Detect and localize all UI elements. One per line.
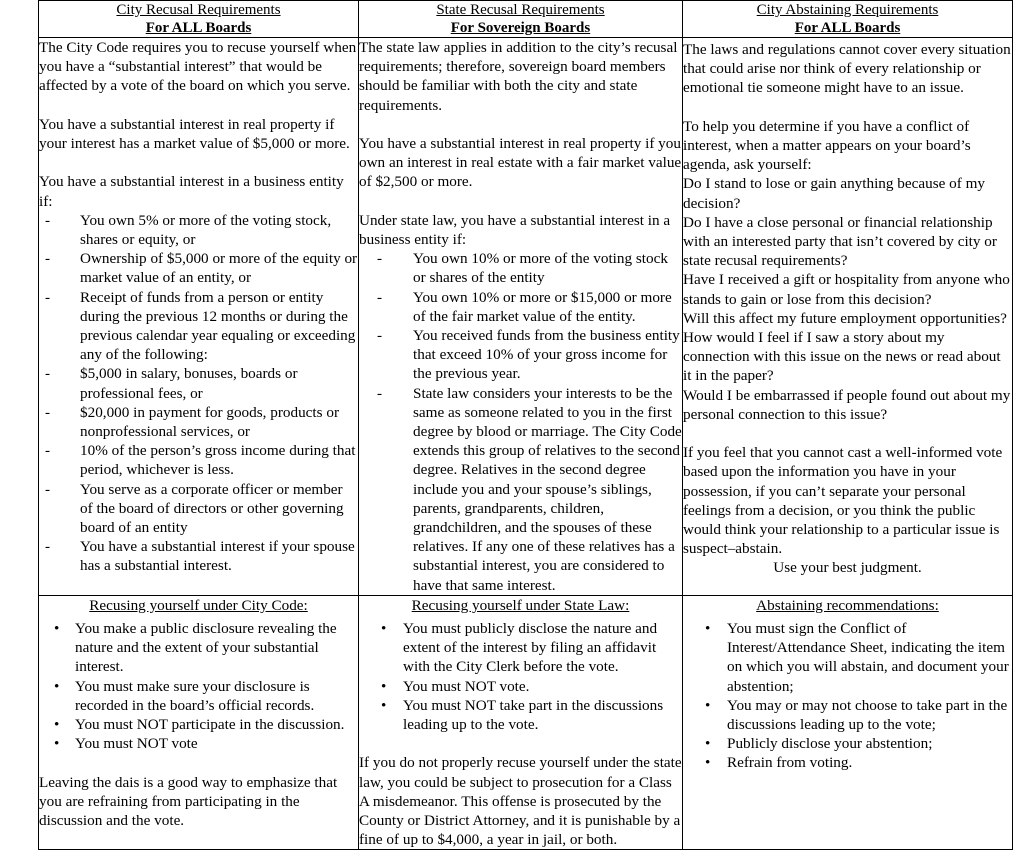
list-item: - State law considers your interests to be the same as someone related to you in the first degree by blood or marriage. The City Code extends this group of relatives to the second degree. Relatives in the second degree include you and your spouse’s siblings, parents, grandparents, children, grandchildren, and the spouses of these relatives. If any one of these relatives has a substantial interest, you are considered to have that same interest.	[359, 384, 682, 595]
self-assessment-questions	[683, 174, 1012, 424]
dash-list-city-substantial-interest	[39, 211, 358, 576]
list-item: - You have a substantial interest if your spouse has a substantial interest.	[39, 537, 358, 575]
question-item: Do I stand to lose or gain anything because of my decision?	[683, 175, 985, 212]
table-row-requirements	[39, 38, 1013, 596]
header-title-line1: State Recusal Requirements	[436, 2, 605, 18]
header-title-line1: City Recusal Requirements	[116, 2, 281, 18]
subheading-abstaining-recommendations: Abstaining recommendations:	[756, 596, 939, 614]
list-item: - You received funds from the business entity that exceed 10% of your gross income for the previous year.	[359, 326, 682, 384]
cell-recusing-under-state-law	[359, 595, 683, 850]
list-item: • Refrain from voting.	[683, 753, 1012, 772]
cell-city-recusal-requirements	[39, 38, 359, 596]
header-cell-state-recusal	[359, 1, 683, 38]
dash-list-state-substantial-interest	[359, 249, 682, 595]
closing-statement: Use your best judgment.	[773, 559, 922, 577]
list-item: • You must NOT vote	[39, 734, 358, 753]
header-title-line2: For ALL Boards	[794, 20, 901, 36]
paragraph: To help you determine if you have a conflict of interest, when a matter appears on your board’s agenda, ask yourself:	[683, 117, 971, 174]
list-item: - 10% of the person’s gross income during that period, whichever is less.	[39, 441, 358, 479]
paragraph: The state law applies in addition to the city’s recusal requirements; therefore, sovereign board members should be familiar with both the city and state requirements.	[359, 39, 678, 114]
list-item: • Publicly disclose your abstention;	[683, 734, 1012, 753]
header-cell-city-recusal	[39, 1, 359, 38]
paragraph: The laws and regulations cannot cover every situation that could arise nor think of every relationship or emotional tie someone might have to an issue.	[683, 41, 1011, 97]
question-item: Would I be embarrassed if people found out about my personal connection to this issue?	[683, 386, 1011, 423]
list-item: - You serve as a corporate officer or member of the board of directors or other governing board of an entity	[39, 480, 358, 538]
header-title-line2: For ALL Boards	[145, 20, 252, 36]
paragraph: The City Code requires you to recuse yourself when you have a “substantial interest” that would be affected by a vote of the board on which you serve.	[39, 39, 357, 95]
paragraph: If you do not properly recuse yourself under the state law, you could be subject to prosecution for a Class A misdemeanor. This offense is prosecuted by the County or District Attorney, and it is punishable by a fine of up to $4,000, a year in jail, or both.	[359, 754, 682, 849]
list-item: • You must NOT vote.	[359, 677, 682, 696]
requirements-comparison-table	[38, 0, 1013, 850]
paragraph: Under state law, you have a substantial interest in a business entity if:	[359, 211, 671, 248]
paragraph: You have a substantial interest in real property if you own an interest in real estate with a fair market value of $2,500 or more.	[359, 135, 682, 191]
list-item: - You own 10% or more of the voting stock or shares of the entity	[359, 249, 682, 287]
list-item: • You must NOT take part in the discussions leading up to the vote.	[359, 696, 682, 734]
list-item: • You make a public disclosure revealing the nature and the extent of your substantial interest.	[39, 619, 358, 677]
list-item: • You must publicly disclose the nature and extent of the interest by filing an affidavit with the City Clerk before the vote.	[359, 619, 682, 677]
list-item: • You must sign the Conflict of Interest/Attendance Sheet, indicating the item on which you will abstain, and document your abstention;	[683, 619, 1012, 696]
list-item: • You must NOT participate in the discussion.	[39, 715, 358, 734]
subheading-recusing-city-code: Recusing yourself under City Code:	[89, 596, 308, 614]
question-item: Do I have a close personal or financial relationship with an interested party that isn’t covered by city or state recusal requirements?	[683, 213, 997, 270]
paragraph: If you feel that you cannot cast a well-informed vote based upon the information you have in your possession, if you can’t separate your personal feelings from a decision, or you think the public would think your relationship to a particular issue is suspect–abstain.	[683, 444, 1003, 558]
list-item: - Ownership of $5,000 or more of the equity or market value of an entity, or	[39, 249, 358, 287]
list-item: • You may or may not choose to take part in the discussions leading up to the vote;	[683, 696, 1012, 734]
bullet-list-abstaining-steps	[683, 619, 1012, 773]
subheading-recusing-state-law: Recusing yourself under State Law:	[411, 596, 630, 614]
question-item: How would I feel if I saw a story about my connection with this issue on the news or read about it in the paper?	[683, 329, 1001, 385]
header-title-line1: City Abstaining Requirements	[756, 2, 939, 18]
table-row-procedures	[39, 595, 1013, 850]
header-title-line2: For Sovereign Boards	[450, 20, 591, 36]
list-item: - You own 5% or more of the voting stock, shares or equity, or	[39, 211, 358, 249]
list-item: • You must make sure your disclosure is recorded in the board’s official records.	[39, 677, 358, 715]
cell-state-recusal-requirements	[359, 38, 683, 596]
bullet-list-state-recusal-steps	[359, 619, 682, 734]
question-item: Will this affect my future employment opportunities?	[683, 309, 1007, 327]
list-item: - You own 10% or more or $15,000 or more of the fair market value of the entity.	[359, 288, 682, 326]
list-item: - $20,000 in payment for goods, products or nonprofessional services, or	[39, 403, 358, 441]
paragraph: You have a substantial interest in a business entity if:	[39, 173, 344, 210]
paragraph: You have a substantial interest in real property if your interest has a market value of $5,000 or more.	[39, 115, 350, 152]
bullet-list-city-recusal-steps	[39, 619, 358, 753]
question-item: Have I received a gift or hospitality from anyone who stands to gain or lose from this decision?	[683, 271, 1010, 308]
cell-recusing-under-city-code	[39, 595, 359, 850]
cell-city-abstaining-guidance	[683, 38, 1013, 596]
list-item: - $5,000 in salary, bonuses, boards or professional fees, or	[39, 364, 358, 402]
cell-abstaining-recommendations	[683, 595, 1013, 850]
table-header-row	[39, 1, 1013, 38]
header-cell-city-abstaining	[683, 1, 1013, 38]
list-item: - Receipt of funds from a person or entity during the previous 12 months or during the previous calendar year equaling or exceeding any of the following:	[39, 288, 358, 365]
paragraph: Leaving the dais is a good way to emphasize that you are refraining from participating in the discussion and the vote.	[39, 773, 338, 830]
